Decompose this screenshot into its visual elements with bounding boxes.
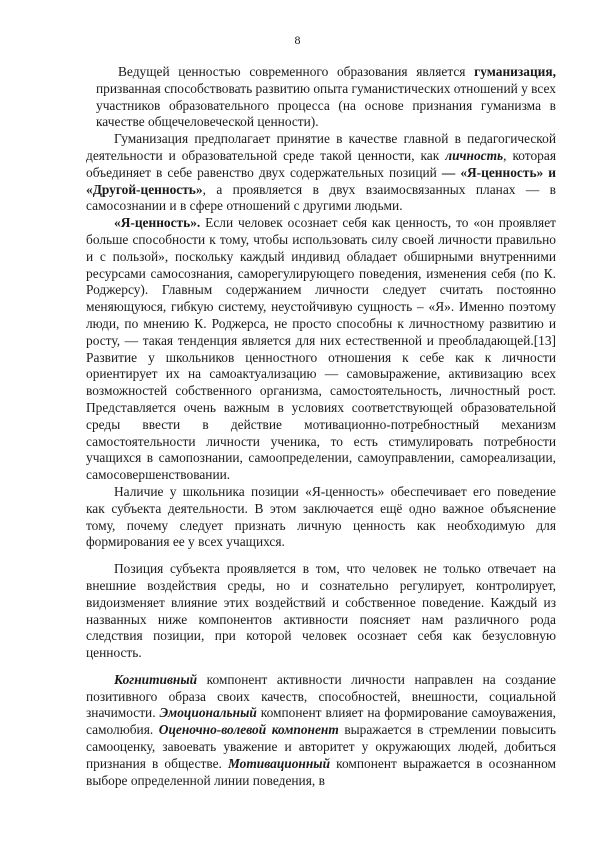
document-body — [86, 64, 556, 789]
bold-italic-term-cognitive — [114, 672, 197, 687]
paragraph-activity-components: Позиция субъекта проявляется в том, что человек не только отвечает на внешние воздействия среды, но и сознательно регулирует, контролирует, видоизменяет влияние этих воздействий и собственное поведение. Каждый из названных ниже компонентов активности поясняет нам различного рода следствия позиции, при которой человек осознает себя как безусловную ценность. — [86, 561, 556, 661]
text-run: Если человек осознает себя как ценность, то «он проявляет больше способности к тому, чтобы использовать силу своей личности правильно и с пользой», поскольку каждый индивид обладает обширными внутренними ресурсами самосознания, саморегулирующего поведения, изменения себя (по К. Роджерсу). Главным содержанием личности следует считать постоянно меняющуюся, гибкую систему, неустойчивую сущность – «Я». Именно поэтому люди, по мнению К. Роджерса, не просто способны к личностному развитию и росту, — такая тенденция является для них естественной и преобладающей.[13] Развитие у школьников ценностного отношения к себе как к личности ориентирует их на самоактуализацию — самовыражение, активизацию всех возможностей собственного организма, самостоятельность, личностный рост. Представляется очень важным в условиях соответствующей образовательной среды ввести в действие мотивационно-потребностный механизм самостоятельности личности ученика, то есть стимулировать потребности учащихся в самопознании, самоопределении, самоуправлении, самореализации, самосовершенствовании. — [86, 215, 556, 483]
bold-italic-term-evaluative-volitional — [159, 722, 339, 737]
page-number: 8 — [294, 33, 301, 47]
text-run: призванная способствовать развитию опыта гуманистических отношений у всех участников образовательного процесса (на основе признания гуманизма в качестве общечеловеческой ценности). — [96, 80, 556, 130]
paragraph-subject-position: Наличие у школьника позиции «Я-ценность» обеспечивает его поведение как субъекта деятельности. В этом заключается ещё одно важное объяснение тому, почему следует признать личную ценность как необходимую для формирования ее у всех учащихся. — [86, 483, 556, 550]
text-run: компонент влияет на формирование самоуважения, самолюбия. — [86, 705, 556, 738]
paragraph-personality-value — [86, 131, 556, 215]
text-run: выражается в стремлении повысить самооценку, завоевать уважение и авторитет у окружающих людей, добиться признания в обществе. — [86, 722, 556, 771]
paragraph-components-list — [86, 672, 556, 790]
bold-italic-term-emotional — [160, 705, 257, 720]
text-run: личность — [445, 147, 504, 163]
text-run: Оценочно-волевой компонент — [158, 722, 339, 738]
text-run: Мотивационный — [227, 755, 331, 771]
paragraph-humanization — [86, 64, 556, 131]
paragraph-self-value — [86, 215, 556, 484]
text-run: компонент активности личности направлен на создание позитивного образа своих качеств, способностей, внешности, социальной значимости. — [86, 671, 556, 721]
text-run: Когнитивный — [114, 671, 198, 687]
bold-term-humanization: гуманизация, — [474, 64, 556, 79]
bold-italic-term-motivational — [228, 756, 330, 771]
text-run: Гуманизация предполагает принятие в качестве главной в педагогической деятельности и образовательной среде такой ценности, как — [86, 131, 556, 163]
bold-italic-term-personality — [445, 148, 503, 163]
text-run: компонент выражается в осознанном выборе определенной линии поведения, в — [86, 755, 556, 788]
bold-term-self-value: «Я-ценность». — [114, 215, 201, 231]
text-run: , а проявляется в двух взаимосвязанных планах — в самосознании и в сфере отношений с другими людьми. — [86, 181, 556, 214]
text-run: Эмоциональный — [159, 705, 257, 721]
text-run: , которая объединяет в себе равенство двух содержательных позиций — [86, 147, 556, 180]
text-run: Ведущей ценностью современного образования является — [118, 64, 475, 79]
bold-term-positions: — «Я-ценность» и «Другой-ценность» — [86, 164, 556, 197]
